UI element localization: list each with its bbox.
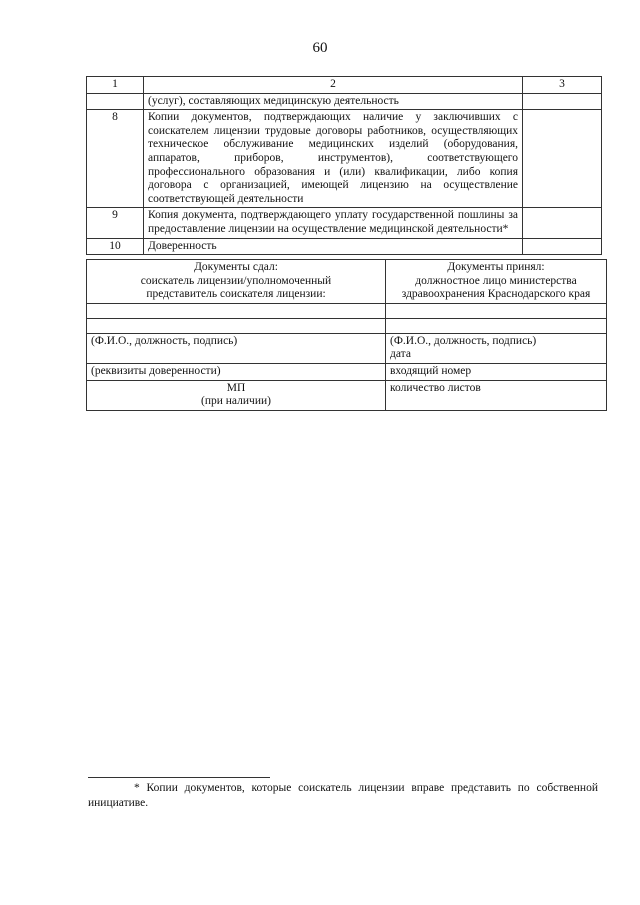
blank-cell	[87, 303, 386, 318]
document-list-table	[86, 76, 602, 255]
accepted-by-fio-cell	[386, 333, 607, 363]
row-extra	[523, 208, 602, 238]
row-extra	[523, 93, 602, 110]
stamp-cell	[87, 380, 386, 410]
row-extra	[523, 110, 602, 208]
row-number: 9	[87, 208, 144, 238]
signature-table	[86, 259, 607, 411]
footnote-divider	[88, 777, 270, 778]
row-text: Копии документов, подтверждающих наличие у заключивших с соискателем лицензии трудовые договоры работников, осуществляющих техническое обслуживание медицинских изделий (оборудования, аппаратов, приборов, инструментов), соответствующего профессионального образования и (или) квалификации, либо копия договора с организацией, имеющей лицензию на осуществление соответствующей деятельности	[144, 110, 523, 208]
blank-cell	[87, 318, 386, 333]
accepted-by-role: должностное лицо министерства здравоохранения Краснодарского края	[401, 274, 591, 301]
blank-cell	[386, 318, 607, 333]
row-number: 10	[87, 238, 144, 255]
row-text: (услуг), составляющих медицинскую деятельность	[144, 93, 523, 110]
footnote-text: * Копии документов, которые соискатель лицензии вправе представить по собственной инициативе.	[88, 782, 598, 809]
row-number: 8	[87, 110, 144, 208]
stamp-label: МП	[226, 381, 246, 394]
row-text: Копия документа, подтверждающего уплату государственной пошлины за предоставление лицензии на осуществление медицинской деятельности*	[144, 208, 523, 238]
row-text: Доверенность	[144, 238, 523, 255]
submitted-by-cell	[87, 260, 386, 304]
submitted-by-title: Документы сдал:	[194, 261, 278, 273]
header-cell-1: 1	[87, 77, 144, 94]
power-of-attorney-details: (реквизиты доверенности)	[87, 363, 386, 380]
blank-row	[87, 318, 607, 333]
blank-cell	[386, 303, 607, 318]
accepted-by-title: Документы принял:	[447, 261, 545, 273]
signature-power-row	[87, 363, 607, 380]
signature-heading-row	[87, 260, 607, 304]
submitted-by-fio: (Ф.И.О., должность, подпись)	[87, 333, 386, 363]
incoming-number-label: входящий номер	[386, 363, 607, 380]
accepted-date-label: дата	[390, 348, 411, 361]
table-row	[87, 93, 602, 110]
stamp-note: (при наличии)	[201, 395, 271, 408]
submitted-by-role-line-2: представитель соискателя лицензии:	[146, 288, 326, 301]
footnote	[88, 781, 598, 811]
header-cell-3: 3	[523, 77, 602, 94]
table-header-row	[87, 77, 602, 94]
accepted-by-cell	[386, 260, 607, 304]
page-number: 60	[312, 40, 328, 56]
signature-stamp-row	[87, 380, 607, 410]
sheet-count-label: количество листов	[386, 380, 607, 410]
accepted-by-fio: (Ф.И.О., должность, подпись)	[390, 334, 537, 347]
table-row	[87, 238, 602, 255]
table-row	[87, 110, 602, 208]
row-number	[87, 93, 144, 110]
blank-row	[87, 303, 607, 318]
signature-fio-row	[87, 333, 607, 363]
table-row	[87, 208, 602, 238]
row-extra	[523, 238, 602, 255]
submitted-by-role-line-1: соискатель лицензии/уполномоченный	[140, 274, 332, 287]
header-cell-2: 2	[144, 77, 523, 94]
